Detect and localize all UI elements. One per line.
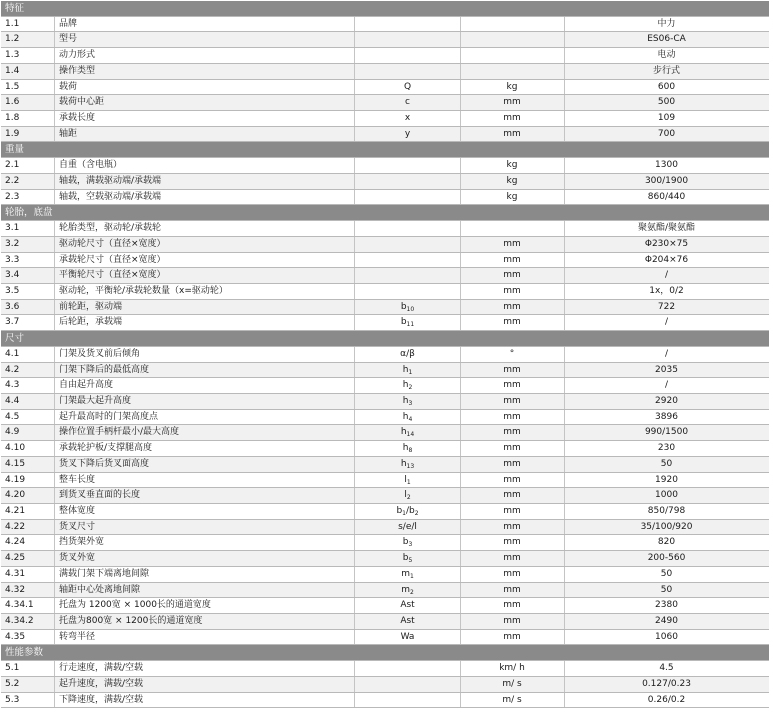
table-row: [1, 158, 769, 174]
table-row: [1, 504, 769, 520]
item-name: 后轮距，承载端: [55, 315, 355, 330]
item-number: 2.2: [1, 174, 55, 189]
item-symbol: [355, 441, 461, 456]
symbol-subscript: 8: [408, 447, 413, 455]
item-name: 驱动轮尺寸（直径×宽度）: [55, 237, 355, 252]
item-name: 前轮距，驱动端: [55, 300, 355, 315]
item-unit: mm: [460, 300, 565, 315]
symbol-text: b: [400, 317, 407, 328]
item-unit: [460, 32, 565, 47]
item-symbol: [355, 520, 461, 535]
symbol-subscript: 2: [414, 510, 419, 517]
item-symbol: [355, 661, 461, 676]
item-unit: [460, 221, 565, 236]
item-number: 4.10: [1, 441, 55, 456]
item-value: 电动: [657, 50, 676, 61]
item-value: /: [664, 380, 669, 391]
table-row: [1, 237, 769, 253]
item-symbol: [355, 64, 461, 79]
item-unit: mm: [460, 630, 565, 645]
item-symbol: [355, 488, 461, 503]
item-value: 中力: [657, 18, 676, 29]
item-name: 托盘为800宽 × 1200长的通道宽度: [55, 614, 355, 629]
item-symbol: [355, 95, 461, 110]
symbol-text: m: [401, 584, 410, 595]
item-unit: mm: [460, 457, 565, 472]
item-number: 1.2: [1, 32, 55, 47]
spec-table: [1, 1, 769, 708]
item-unit: mm: [460, 268, 565, 283]
table-row: [1, 441, 769, 457]
item-symbol: [355, 221, 461, 236]
symbol-text: α/β: [400, 348, 415, 359]
item-symbol: [355, 315, 461, 330]
table-row: [1, 111, 769, 127]
item-name: 轴载，空载驱动端/承载端: [55, 190, 355, 205]
item-name: 轴距: [55, 127, 355, 142]
item-symbol: [355, 614, 461, 629]
symbol-text: b: [402, 553, 409, 564]
table-row: [1, 268, 769, 284]
table-row: [1, 394, 769, 410]
symbol-subscript: 1: [406, 478, 411, 486]
section-header: 特征: [1, 1, 769, 17]
item-number: 2.3: [1, 190, 55, 205]
table-row: [1, 520, 769, 536]
item-value: 步行式: [652, 65, 680, 76]
item-unit: mm: [460, 394, 565, 409]
item-name: 轮胎类型，驱动轮/承载轮: [55, 221, 355, 236]
table-row: [1, 677, 769, 693]
symbol-subscript: 2: [409, 588, 414, 596]
symbol-text: x: [404, 113, 411, 124]
symbol-text: h: [400, 427, 407, 438]
item-number: 3.2: [1, 237, 55, 252]
item-unit: mm: [460, 488, 565, 503]
item-value: 50: [660, 584, 673, 595]
symbol-text: Ast: [400, 600, 415, 611]
item-number: 3.6: [1, 300, 55, 315]
section-header: 重量: [1, 142, 769, 158]
table-row: [1, 315, 769, 331]
item-name: 挡货架外宽: [55, 535, 355, 550]
symbol-subscript: 10: [406, 305, 415, 313]
item-symbol: [355, 598, 461, 613]
item-symbol: [355, 378, 461, 393]
table-row: [1, 614, 769, 630]
item-name: 门架及货叉前后倾角: [55, 347, 355, 362]
table-row: [1, 80, 769, 96]
item-name: 承载轮尺寸（直径×宽度）: [55, 253, 355, 268]
symbol-text: y: [404, 128, 411, 139]
item-unit: [460, 48, 565, 63]
item-symbol: [355, 32, 461, 47]
table-row: [1, 378, 769, 394]
item-symbol: [355, 693, 461, 708]
symbol-text: Q: [403, 81, 412, 92]
symbol-subscript: 4: [408, 415, 413, 423]
item-value: /: [664, 317, 669, 328]
item-name: 门架最大起升高度: [55, 394, 355, 409]
item-symbol: [355, 363, 461, 378]
item-value: /: [664, 270, 669, 281]
item-unit: kg: [460, 158, 565, 173]
item-symbol: [355, 268, 461, 283]
item-unit: mm: [460, 551, 565, 566]
item-name: 货叉外宽: [55, 551, 355, 566]
item-number: 4.34.1: [1, 598, 55, 613]
item-symbol: [355, 394, 461, 409]
item-name: 自由起升高度: [55, 378, 355, 393]
item-number: 4.19: [1, 473, 55, 488]
symbol-text: b: [396, 506, 403, 516]
item-value: 1920: [655, 474, 678, 485]
table-row: [1, 488, 769, 504]
symbol-text: h: [402, 443, 409, 454]
item-number: 1.8: [1, 111, 55, 126]
table-row: [1, 551, 769, 567]
symbol-text: l: [404, 490, 407, 501]
table-row: [1, 583, 769, 599]
item-value: 1060: [655, 631, 678, 642]
table-row: [1, 190, 769, 206]
item-value: 230: [657, 443, 676, 454]
item-symbol: [355, 630, 461, 645]
item-unit: m/ s: [460, 677, 565, 692]
table-row: [1, 127, 769, 143]
item-number: 3.3: [1, 253, 55, 268]
item-number: 4.15: [1, 457, 55, 472]
table-row: [1, 630, 769, 646]
item-value: 860/440: [647, 191, 686, 202]
item-unit: mm: [460, 237, 565, 252]
item-name: 操作类型: [55, 64, 355, 79]
item-number: 4.34.2: [1, 614, 55, 629]
item-unit: mm: [460, 504, 565, 519]
symbol-text: /b: [405, 506, 415, 516]
item-number: 1.3: [1, 48, 55, 63]
table-row: [1, 425, 769, 441]
item-symbol: [355, 300, 461, 315]
item-value: 300/1900: [644, 175, 689, 186]
item-value: 聚氨酯/聚氨酯: [637, 223, 696, 234]
item-value: ES06-CA: [647, 34, 686, 45]
item-name: 门架下降后的最低高度: [55, 363, 355, 378]
item-unit: mm: [460, 315, 565, 330]
item-name: 平衡轮尺寸（直径×宽度）: [55, 268, 355, 283]
table-row: [1, 64, 769, 80]
item-value: /: [664, 348, 669, 359]
item-value: 0.127/0.23: [642, 678, 691, 689]
item-value: 50: [660, 568, 673, 579]
item-unit: mm: [460, 111, 565, 126]
symbol-text: h: [402, 364, 409, 375]
section-header: 性能参数: [1, 645, 769, 661]
item-number: 4.21: [1, 504, 55, 519]
table-row: [1, 174, 769, 190]
item-name: 载荷中心距: [55, 95, 355, 110]
item-unit: mm: [460, 441, 565, 456]
item-name: 载荷: [55, 80, 355, 95]
item-value: Φ204×76: [644, 254, 689, 265]
item-symbol: [355, 425, 461, 440]
symbol-subscript: 13: [406, 462, 415, 470]
item-value: 2380: [655, 600, 678, 611]
item-name: 货叉尺寸: [55, 520, 355, 535]
item-symbol: [355, 48, 461, 63]
item-unit: [460, 64, 565, 79]
item-number: 1.5: [1, 80, 55, 95]
item-name: 轴距中心处离地间隙: [55, 583, 355, 598]
item-unit: mm: [460, 363, 565, 378]
item-symbol: [355, 457, 461, 472]
item-name: 整体宽度: [55, 504, 355, 519]
item-value: 1x，0/2: [649, 285, 684, 296]
item-number: 2.1: [1, 158, 55, 173]
item-value: 1300: [655, 160, 678, 171]
item-symbol: [355, 535, 461, 550]
symbol-text: h: [402, 411, 409, 422]
item-number: 4.25: [1, 551, 55, 566]
item-symbol: [355, 347, 461, 362]
symbol-subscript: 3: [408, 541, 413, 549]
item-unit: mm: [460, 253, 565, 268]
item-number: 5.3: [1, 693, 55, 708]
item-name: 转弯半径: [55, 630, 355, 645]
item-name: 动力形式: [55, 48, 355, 63]
table-row: [1, 567, 769, 583]
item-unit: mm: [460, 378, 565, 393]
section-header: 轮胎，底盘: [1, 205, 769, 221]
table-row: [1, 17, 769, 33]
item-name: 自重（含电瓶）: [55, 158, 355, 173]
table-row: [1, 347, 769, 363]
item-value: 50: [660, 458, 673, 469]
table-row: [1, 32, 769, 48]
item-name: 轴载，满载驱动端/承载端: [55, 174, 355, 189]
item-value: 2035: [655, 364, 678, 375]
symbol-text: m: [401, 568, 410, 579]
item-symbol: [355, 80, 461, 95]
item-symbol: [355, 504, 461, 519]
symbol-text: h: [402, 395, 409, 406]
item-value: 2490: [655, 616, 678, 627]
symbol-subscript: 1: [408, 368, 413, 376]
symbol-text: l: [404, 474, 407, 485]
table-row: [1, 473, 769, 489]
item-symbol: [355, 473, 461, 488]
item-number: 4.5: [1, 410, 55, 425]
item-number: 4.20: [1, 488, 55, 503]
symbol-text: s/e/l: [398, 521, 417, 532]
item-number: 4.24: [1, 535, 55, 550]
item-unit: °: [460, 347, 565, 362]
item-value: 1000: [655, 490, 678, 501]
item-number: 3.5: [1, 284, 55, 299]
symbol-text: Wa: [400, 631, 415, 642]
symbol-subscript: 11: [406, 321, 415, 329]
item-unit: mm: [460, 567, 565, 582]
symbol-subscript: 1: [402, 510, 406, 517]
item-value: 500: [657, 97, 676, 108]
item-number: 1.1: [1, 17, 55, 32]
item-name: 起升最高时的门架高度点: [55, 410, 355, 425]
symbol-subscript: 3: [408, 399, 413, 407]
symbol-text: b: [400, 301, 407, 312]
symbol-text: h: [402, 380, 409, 391]
item-number: 4.2: [1, 363, 55, 378]
table-row: [1, 410, 769, 426]
item-symbol: [355, 284, 461, 299]
item-number: 1.6: [1, 95, 55, 110]
item-name: 整车长度: [55, 473, 355, 488]
item-value: 2920: [655, 395, 678, 406]
item-symbol: [355, 174, 461, 189]
item-symbol: [355, 410, 461, 425]
item-unit: kg: [460, 80, 565, 95]
item-unit: mm: [460, 95, 565, 110]
item-symbol: [355, 127, 461, 142]
item-name: 品牌: [55, 17, 355, 32]
item-number: 1.4: [1, 64, 55, 79]
item-unit: mm: [460, 614, 565, 629]
item-name: 满载门架下端离地间隙: [55, 567, 355, 582]
item-unit: m/ s: [460, 693, 565, 708]
item-unit: mm: [460, 425, 565, 440]
item-value: 200-560: [647, 553, 686, 564]
item-unit: mm: [460, 284, 565, 299]
item-number: 4.35: [1, 630, 55, 645]
item-number: 3.1: [1, 221, 55, 236]
item-symbol: [355, 677, 461, 692]
item-value: 600: [657, 81, 676, 92]
item-unit: mm: [460, 410, 565, 425]
symbol-subscript: 1: [409, 572, 414, 580]
table-row: [1, 95, 769, 111]
symbol-text: b: [402, 537, 409, 548]
item-name: 型号: [55, 32, 355, 47]
item-number: 5.2: [1, 677, 55, 692]
item-unit: kg: [460, 190, 565, 205]
item-value: 109: [657, 113, 676, 124]
symbol-text: Ast: [400, 616, 415, 627]
item-unit: mm: [460, 127, 565, 142]
item-symbol: [355, 111, 461, 126]
item-unit: mm: [460, 520, 565, 535]
item-value: Φ230×75: [644, 238, 689, 249]
item-value: 820: [657, 537, 676, 548]
symbol-subscript: 2: [408, 384, 413, 392]
item-name: 承载轮护板/支撑腿高度: [55, 441, 355, 456]
item-unit: km/ h: [460, 661, 565, 676]
table-row: [1, 598, 769, 614]
table-row: [1, 48, 769, 64]
item-number: 4.4: [1, 394, 55, 409]
table-row: [1, 253, 769, 269]
item-symbol: [355, 17, 461, 32]
table-row: [1, 300, 769, 316]
item-number: 4.22: [1, 520, 55, 535]
symbol-text: h: [400, 458, 407, 469]
item-number: 3.4: [1, 268, 55, 283]
item-value: 3896: [655, 411, 678, 422]
item-unit: mm: [460, 535, 565, 550]
section-header: 尺寸: [1, 331, 769, 347]
item-name: 驱动轮，平衡轮/承载轮数量（x=驱动轮）: [55, 284, 355, 299]
item-symbol: [355, 551, 461, 566]
item-number: 3.7: [1, 315, 55, 330]
symbol-subscript: 2: [406, 494, 411, 502]
item-value: 850/798: [647, 506, 686, 516]
item-unit: mm: [460, 473, 565, 488]
item-unit: [460, 17, 565, 32]
item-number: 1.9: [1, 127, 55, 142]
item-value: 990/1500: [644, 427, 689, 438]
item-value: 35/100/920: [640, 521, 693, 532]
item-symbol: [355, 583, 461, 598]
item-unit: mm: [460, 598, 565, 613]
symbol-subscript: 5: [408, 557, 413, 565]
item-unit: kg: [460, 174, 565, 189]
item-symbol: [355, 158, 461, 173]
item-number: 4.1: [1, 347, 55, 362]
item-symbol: [355, 237, 461, 252]
item-number: 4.3: [1, 378, 55, 393]
symbol-text: c: [405, 97, 410, 108]
item-value: 4.5: [659, 663, 674, 674]
table-row: [1, 363, 769, 379]
item-number: 4.31: [1, 567, 55, 582]
item-symbol: [355, 190, 461, 205]
symbol-subscript: 14: [406, 431, 415, 439]
item-value: 722: [657, 301, 676, 312]
item-symbol: [355, 567, 461, 582]
item-value: 0.26/0.2: [647, 694, 686, 705]
item-number: 4.32: [1, 583, 55, 598]
item-name: 到货叉垂直面的长度: [55, 488, 355, 503]
table-row: [1, 661, 769, 677]
table-row: [1, 535, 769, 551]
item-name: 行走速度，满载/空载: [55, 661, 355, 676]
table-row: [1, 693, 769, 709]
table-row: [1, 457, 769, 473]
item-name: 操作位置手柄杆最小/最大高度: [55, 425, 355, 440]
item-unit: mm: [460, 583, 565, 598]
item-number: 4.9: [1, 425, 55, 440]
table-row: [1, 284, 769, 300]
item-number: 5.1: [1, 661, 55, 676]
table-row: [1, 221, 769, 237]
item-name: 下降速度，满载/空载: [55, 693, 355, 708]
item-symbol: [355, 253, 461, 268]
item-name: 承载长度: [55, 111, 355, 126]
item-name: 起升速度，满载/空载: [55, 677, 355, 692]
item-name: 托盘为 1200宽 × 1000长的通道宽度: [55, 598, 355, 613]
item-name: 货叉下降后货叉面高度: [55, 457, 355, 472]
item-value: 700: [657, 128, 676, 139]
